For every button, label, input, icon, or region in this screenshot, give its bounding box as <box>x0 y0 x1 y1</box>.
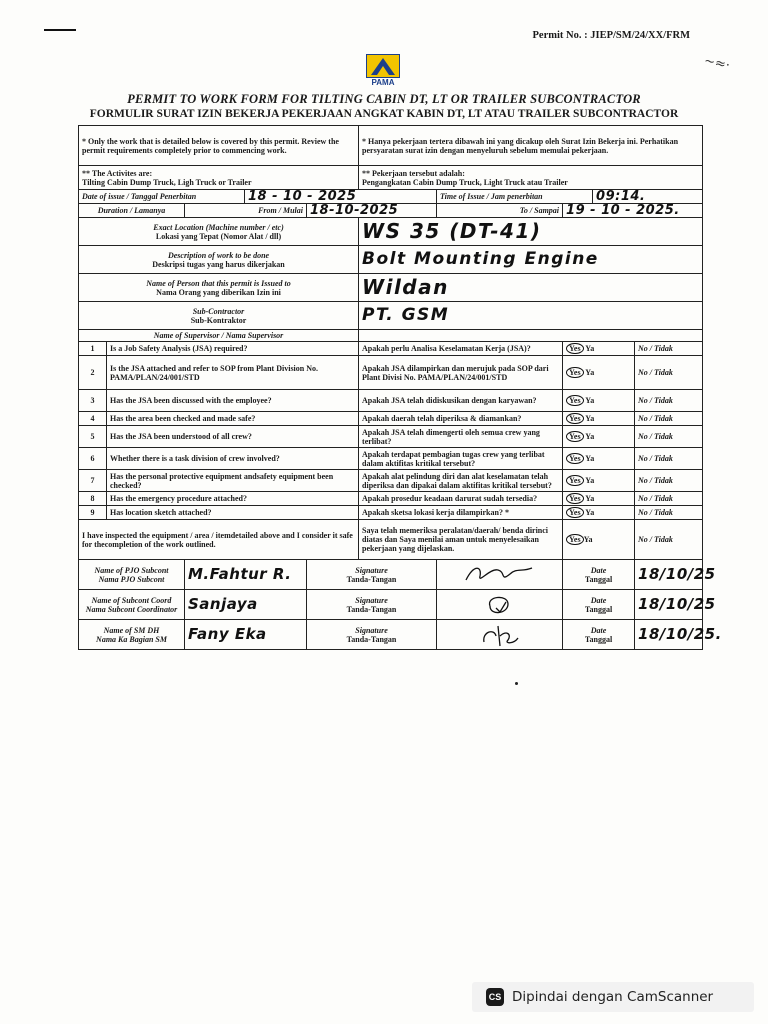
no-option[interactable]: No / Tidak <box>635 448 703 470</box>
to-value: 19 - 10 - 2025. <box>563 204 703 218</box>
ink-dot <box>515 682 518 685</box>
pjo-date: 18/10/25 <box>635 560 703 590</box>
yes-circled[interactable]: Yes <box>566 395 584 406</box>
table-row: 7 Has the personal protective equipment andsafety equipment been checked? Apakah alat pelindung diri dan alat keselamatan telah diperiksa dan dipakai dalam aktifitas kritikal tersebut? Yes Ya No / Tidak <box>79 470 703 492</box>
no-option[interactable]: No / Tidak <box>635 342 703 356</box>
description-value: Bolt Mounting Engine <box>359 246 703 274</box>
table-row: 9 Has location sketch attached? Apakah sketsa lokasi kerja dilampirkan? * Yes Ya No / Tidak <box>79 506 703 520</box>
supervisor-label: Name of Supervisor / Nama Supervisor <box>79 330 359 342</box>
coordinator-signature[interactable] <box>437 590 563 620</box>
camscanner-icon: CS <box>486 988 504 1006</box>
time-issue-label: Time of Issue / Jam penerbitan <box>437 190 593 204</box>
table-row: 8 Has the emergency procedure attached? Apakah prosedur keadaan darurat sudah tersedia? Yes Ya No / Tidak <box>79 492 703 506</box>
no-option[interactable]: No / Tidak <box>635 426 703 448</box>
location-value: WS 35 (DT-41) <box>359 218 703 246</box>
yes-circled[interactable]: Yes <box>566 475 584 486</box>
pama-logo <box>366 54 400 87</box>
no-option[interactable]: No / Tidak <box>635 470 703 492</box>
permit-form-table <box>78 125 722 650</box>
permit-number: Permit No. : JIEP/SM/24/XX/FRM <box>532 30 690 41</box>
subcontractor-label: Sub-Contractor Sub-Kontraktor <box>79 302 359 330</box>
no-option[interactable]: No / Tidak <box>635 412 703 426</box>
signature-row: Name of SM DH Nama Ka Bagian SM Fany Eka Signature Tanda-Tangan Date Tanggal 18/10/25. <box>79 620 703 650</box>
pjo-name: M.Fahtur R. <box>185 560 307 590</box>
no-option[interactable]: No / Tidak <box>635 390 703 412</box>
table-row: 5 Has the JSA been understood of all crew? Apakah JSA telah dimengerti oleh semua crew yang terlibat? Yes Ya No / Tidak <box>79 426 703 448</box>
yes-circled[interactable]: Yes <box>566 453 584 464</box>
camscanner-text: Dipindai dengan CamScanner <box>512 989 714 1005</box>
date-issue-label: Date of issue / Tanggal Penerbitan <box>79 190 245 204</box>
issued-to-label: Name of Person that this permit is Issued to Nama Orang yang diberikan Izin ini <box>79 274 359 302</box>
table-row: 2 Is the JSA attached and refer to SOP from Plant Division No. PAMA/PLAN/24/001/STD Apakah JSA dilampirkan dan merujuk pada SOP dari Plant Divisi No. PAMA/PLAN/24/001/STD Yes Ya No / Tidak <box>79 356 703 390</box>
yes-circled[interactable]: Yes <box>566 493 584 504</box>
activities-id: ** Pekerjaan tersebut adalah: Pengangkatan Cabin Dump Truck, Light Truck atau Trailer <box>359 166 703 190</box>
yes-circled[interactable]: Yes <box>566 431 584 442</box>
table-row: 1 Is a Job Safety Analysis (JSA) required? Apakah perlu Analisa Keselamatan Kerja (JSA)? Yes Ya No / Tidak <box>79 342 703 356</box>
description-label: Description of work to be done Deskripsi tugas yang harus dikerjakan <box>79 246 359 274</box>
sm-dh-name: Fany Eka <box>185 620 307 650</box>
signature-row: Name of Subcont Coord Nama Subcont Coordinator Sanjaya Signature Tanda-Tangan Date Tanggal 18/10/25 <box>79 590 703 620</box>
margin-scribble: ~≈· <box>702 53 732 74</box>
no-option[interactable]: No / Tidak <box>635 520 703 560</box>
duration-label: Duration / Lamanya <box>79 204 185 218</box>
table-row: 6 Whether there is a task division of crew involved? Apakah terdapat pembagian tugas crew yang terlibat dalam aktifitas kritikal tersebut? Yes Ya No / Tidak <box>79 448 703 470</box>
no-option[interactable]: No / Tidak <box>635 506 703 520</box>
coordinator-date: 18/10/25 <box>635 590 703 620</box>
sm-dh-date: 18/10/25. <box>635 620 703 650</box>
coordinator-name: Sanjaya <box>185 590 307 620</box>
note-id: * Hanya pekerjaan tertera dibawah ini yang dicakup oleh Surat Izin Bekerja ini. Perhatikan persyaratan surat izin dengan menyeluruh sebelum memulai pekerjaan. <box>359 126 703 166</box>
location-label: Exact Location (Machine number / etc) Lokasi yang Tepat (Nomor Alat / dll) <box>79 218 359 246</box>
pjo-signature[interactable] <box>437 560 563 590</box>
inspection-row: I have inspected the equipment / area / itemdetailed above and I consider it safe for thecompletion of the work outlined. Saya telah memeriksa peralatan/daerah/ benda dirinci diatas dan Saya menilai aman untuk menyelesaikan pekerjaan yang dijelaskan. Yes Ya No / Tidak <box>79 520 703 560</box>
to-label: To / Sampai <box>437 204 563 218</box>
table-row: 4 Has the area been checked and made safe? Apakah daerah telah diperiksa & diamankan? Yes Ya No / Tidak <box>79 412 703 426</box>
activities-en: ** The Activites are: Tilting Cabin Dump Truck, Ligh Truck or Trailer <box>79 166 359 190</box>
supervisor-value <box>359 330 703 342</box>
issued-to-value: Wildan <box>359 274 703 302</box>
from-value: 18-10-2025 <box>307 204 437 218</box>
form-title-en: PERMIT TO WORK FORM FOR TILTING CABIN DT, LT OR TRAILER SUBCONTRACTOR <box>127 92 641 106</box>
pen-mark <box>44 29 76 31</box>
date-issue-value: 18 - 10 - 2025 <box>245 190 437 204</box>
yes-circled[interactable]: Yes <box>566 413 584 424</box>
sm-dh-signature[interactable] <box>437 620 563 650</box>
no-option[interactable]: No / Tidak <box>635 356 703 390</box>
from-label: From / Mulai <box>185 204 307 218</box>
form-title-id: FORMULIR SURAT IZIN BEKERJA PEKERJAAN ANGKAT KABIN DT, LT ATAU TRAILER SUBCONTRACTOR <box>89 108 679 120</box>
yes-circled[interactable]: Yes <box>566 507 584 518</box>
inspection-id: Saya telah memeriksa peralatan/daerah/ benda dirinci diatas dan Saya menilai aman untuk menyelesaikan pekerjaan yang dijelaskan. <box>359 520 563 560</box>
subcontractor-value: PT. GSM <box>359 302 703 330</box>
yes-circled[interactable]: Yes <box>566 343 584 354</box>
time-issue-value: 09:14. <box>593 190 703 204</box>
inspection-en: I have inspected the equipment / area / itemdetailed above and I consider it safe for thecompletion of the work outlined. <box>79 520 359 560</box>
yes-circled[interactable]: Yes <box>566 534 584 545</box>
yes-circled[interactable]: Yes <box>566 367 584 378</box>
logo-text: PAMA <box>371 78 395 87</box>
no-option[interactable]: No / Tidak <box>635 492 703 506</box>
camscanner-watermark <box>472 982 754 1012</box>
signature-row: Name of PJO Subcont Nama PJO Subcont M.Fahtur R. Signature Tanda-Tangan Date Tanggal 18/10/25 <box>79 560 703 590</box>
table-row: 3 Has the JSA been discussed with the employee? Apakah JSA telah didiskusikan dengan karyawan? Yes Ya No / Tidak <box>79 390 703 412</box>
note-en: * Only the work that is detailed below is covered by this permit. Review the permit requirements completely prior to commencing work. <box>79 126 359 166</box>
logo-mark-icon <box>366 54 400 78</box>
